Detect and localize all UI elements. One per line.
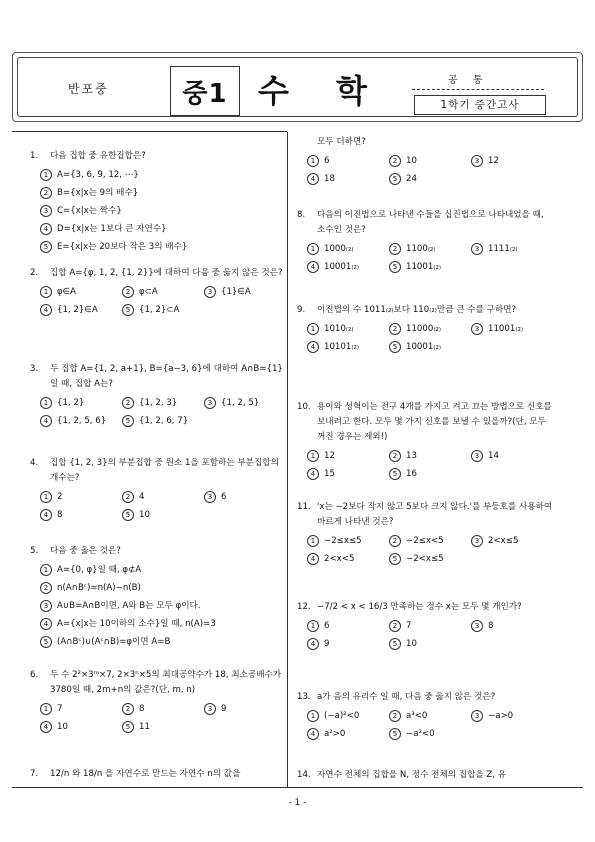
option-text: {1}∈A bbox=[221, 287, 251, 297]
option-number: 2 bbox=[122, 286, 134, 298]
option-text: −2≤x<5 bbox=[406, 536, 444, 546]
option-number: 1 bbox=[307, 155, 319, 167]
option-text: 6 bbox=[324, 156, 330, 166]
option-text: A={x|x는 10이하의 소수}일 때, n(A)=3 bbox=[57, 619, 216, 629]
option-number: 3 bbox=[471, 243, 483, 255]
header-dashed-line bbox=[412, 89, 544, 90]
question-7-continued: 모두 더하면? 1 6 2 10 3 12 4 18 5 24 bbox=[297, 135, 553, 187]
question-11: 11. 'x는 −2보다 작지 않고 5보다 크지 않다.'를 부등호를 사용하여 바르게 나타낸 것은? 1 −2≤x≤5 2 −2≤x<5 3 2<x≤5 4 2<x<5 5 −2<x≤5 bbox=[297, 500, 553, 567]
option-text: 11001₍₂₎ bbox=[406, 262, 442, 272]
option-text: 4 bbox=[139, 492, 145, 502]
option-text: 7 bbox=[406, 621, 412, 631]
answer-option bbox=[389, 534, 471, 549]
option-text: B={x|x는 9의 배수} bbox=[57, 188, 139, 198]
answer-option bbox=[40, 186, 286, 201]
question-5: 5. 다음 중 옳은 것은? 1 A={0, φ}일 때, φ⊄A 2 n(A∩Bᶜ)=n(A)−n(B) 3 A∪B=A∩B이면, A와 B는 모두 φ이다. 4 A={x|x는 10이하의 소수}일 때, n(A)=3 5 (A∩Bᶜ)∪(Aᶜ∩B)=φ이면 A=B bbox=[30, 544, 286, 650]
left-top-rule bbox=[12, 131, 287, 132]
option-number: 4 bbox=[307, 468, 319, 480]
question-12: 12. −7/2 < x < 16/3 만족하는 정수 x는 모두 몇 개인가? 1 6 2 7 3 8 4 9 5 10 bbox=[297, 600, 553, 652]
option-number: 2 bbox=[122, 397, 134, 409]
option-text: (−a)²<0 bbox=[324, 711, 360, 721]
option-number: 1 bbox=[40, 286, 52, 298]
answer-option bbox=[40, 599, 286, 614]
answer-option bbox=[307, 727, 389, 742]
answer-option bbox=[389, 340, 471, 355]
option-number: 1 bbox=[307, 710, 319, 722]
option-text: a³<0 bbox=[406, 711, 428, 721]
option-text: 10001₍₂₎ bbox=[406, 342, 442, 352]
option-number: 4 bbox=[307, 173, 319, 185]
answer-option bbox=[389, 637, 471, 652]
answer-option bbox=[389, 242, 471, 257]
answer-option bbox=[204, 396, 286, 411]
question-2: 2. 집합 A={φ, 1, 2, {1, 2}}에 대하여 다음 중 옳지 않은 것은? 1 φ∈A 2 φ⊂A 3 {1}∈A 4 {1, 2}∈A 5 {1, 2}⊂A bbox=[30, 266, 286, 318]
question-10: 10. 용이와 성혁이는 전구 4개를 가지고 켜고 끄는 방법으로 신호를 보내려고 한다. 모두 몇 가지 신호를 보낼 수 있을까?(단, 모두 꺼진 경우는 제외!) 1 12 2 13 3 14 4 15 5 16 bbox=[297, 400, 553, 482]
answer-option bbox=[204, 285, 286, 300]
option-number: 1 bbox=[40, 491, 52, 503]
option-text: C={x|x는 짝수} bbox=[57, 206, 122, 216]
answer-option bbox=[307, 340, 389, 355]
answer-option bbox=[307, 172, 389, 187]
option-number: 1 bbox=[307, 620, 319, 632]
option-text: 7 bbox=[57, 704, 63, 714]
answer-option bbox=[471, 619, 553, 634]
option-text: {1, 2}∈A bbox=[57, 305, 98, 315]
option-number: 4 bbox=[307, 341, 319, 353]
option-text: 14 bbox=[488, 451, 499, 461]
answer-option bbox=[307, 619, 389, 634]
option-text: 13 bbox=[406, 451, 417, 461]
option-text: 1111₍₂₎ bbox=[488, 244, 518, 254]
question-8: 8. 다음의 이진법으로 나타낸 수들을 십진법으로 나타내었을 때, 소수인 것은? 1 1000₍₂₎ 2 1100₍₂₎ 3 1111₍₂₎ 4 10001₍₂₎ 5 11001₍₂₎ bbox=[297, 208, 553, 275]
option-number: 5 bbox=[389, 728, 401, 740]
option-text: 10 bbox=[406, 639, 417, 649]
answer-option bbox=[40, 204, 286, 219]
option-number: 5 bbox=[389, 173, 401, 185]
option-text: 1000₍₂₎ bbox=[324, 244, 354, 254]
option-text: 15 bbox=[324, 469, 335, 479]
answer-option bbox=[471, 449, 553, 464]
answer-option bbox=[40, 581, 286, 596]
option-number: 1 bbox=[40, 703, 52, 715]
answer-option bbox=[389, 154, 471, 169]
option-number: 5 bbox=[389, 553, 401, 565]
answer-option bbox=[40, 563, 286, 578]
option-number: 1 bbox=[307, 323, 319, 335]
option-number: 5 bbox=[40, 241, 52, 253]
option-number: 1 bbox=[307, 535, 319, 547]
question-7: 7. 12/n 와 18/n 을 자연수로 만드는 자연수 n의 값을 bbox=[30, 769, 241, 779]
answer-option bbox=[471, 709, 553, 724]
option-number: 3 bbox=[204, 286, 216, 298]
option-number: 2 bbox=[122, 491, 134, 503]
option-number: 2 bbox=[389, 535, 401, 547]
answer-option bbox=[307, 534, 389, 549]
option-text: D={x|x는 1보다 큰 자연수} bbox=[57, 224, 167, 234]
answer-option bbox=[389, 260, 471, 275]
option-text: A∪B=A∩B이면, A와 B는 모두 φ이다. bbox=[57, 601, 201, 611]
option-number: 3 bbox=[204, 491, 216, 503]
option-number: 3 bbox=[471, 450, 483, 462]
option-text: {1, 2} bbox=[57, 398, 85, 408]
answer-option bbox=[40, 285, 122, 300]
option-number: 2 bbox=[389, 620, 401, 632]
option-text: {1, 2}⊂A bbox=[139, 305, 180, 315]
option-text: −a>0 bbox=[488, 711, 514, 721]
answer-option bbox=[471, 154, 553, 169]
option-number: 4 bbox=[40, 509, 52, 521]
answer-option bbox=[389, 552, 471, 567]
option-number: 1 bbox=[307, 450, 319, 462]
answer-option bbox=[307, 260, 389, 275]
answer-option bbox=[389, 727, 471, 742]
option-number: 5 bbox=[389, 341, 401, 353]
option-text: 8 bbox=[139, 704, 145, 714]
option-number: 2 bbox=[389, 243, 401, 255]
grade-label: 중1 bbox=[170, 66, 240, 116]
question-14: 14. 자연수 전체의 집합을 N, 정수 전체의 집합을 Z, 유 bbox=[297, 770, 507, 780]
option-text: 6 bbox=[221, 492, 227, 502]
school-name: 반포중 bbox=[68, 82, 109, 96]
answer-option bbox=[471, 322, 553, 337]
subject-title: 수 학 bbox=[258, 72, 385, 110]
option-number: 4 bbox=[40, 223, 52, 235]
answer-option bbox=[204, 702, 286, 717]
answer-option bbox=[40, 720, 122, 735]
option-text: 9 bbox=[221, 704, 227, 714]
option-text: 10 bbox=[139, 510, 150, 520]
option-text: 11 bbox=[139, 722, 150, 732]
answer-option bbox=[307, 322, 389, 337]
question-6: 6. 두 수 2²×3ᵐ×7, 2×3ⁿ×5의 최대공약수가 18, 최소공배수가 3780일 때, 2m+n의 값은?(단, m, n) 1 7 2 8 3 9 4 10 5 11 bbox=[30, 668, 286, 735]
answer-option bbox=[471, 242, 553, 257]
option-number: 2 bbox=[389, 710, 401, 722]
option-number: 3 bbox=[471, 620, 483, 632]
option-number: 2 bbox=[389, 155, 401, 167]
answer-option bbox=[471, 534, 553, 549]
option-text: 1010₍₂₎ bbox=[324, 324, 354, 334]
option-number: 5 bbox=[122, 304, 134, 316]
option-text: 11000₍₂₎ bbox=[406, 324, 442, 334]
option-number: 1 bbox=[40, 397, 52, 409]
answer-option bbox=[40, 396, 122, 411]
answer-option bbox=[122, 396, 204, 411]
option-number: 5 bbox=[122, 509, 134, 521]
option-text: 9 bbox=[324, 639, 330, 649]
answer-option bbox=[40, 702, 122, 717]
option-text: 16 bbox=[406, 469, 417, 479]
option-number: 3 bbox=[40, 205, 52, 217]
option-text: 10 bbox=[57, 722, 68, 732]
answer-option bbox=[307, 552, 389, 567]
exam-title: 1학기 중간고사 bbox=[414, 95, 546, 115]
option-number: 2 bbox=[40, 582, 52, 594]
answer-option bbox=[40, 414, 122, 429]
option-number: 5 bbox=[40, 636, 52, 648]
option-number: 4 bbox=[307, 553, 319, 565]
answer-option bbox=[40, 303, 122, 318]
answer-option bbox=[40, 240, 286, 255]
answer-option bbox=[389, 172, 471, 187]
answer-option bbox=[389, 449, 471, 464]
answer-option bbox=[389, 322, 471, 337]
answer-option bbox=[40, 508, 122, 523]
answer-option bbox=[307, 242, 389, 257]
option-number: 4 bbox=[40, 618, 52, 630]
option-number: 3 bbox=[204, 703, 216, 715]
option-text: 10001₍₂₎ bbox=[324, 262, 360, 272]
option-number: 3 bbox=[40, 600, 52, 612]
answer-option bbox=[122, 285, 204, 300]
option-text: 8 bbox=[488, 621, 494, 631]
option-text: a²>0 bbox=[324, 729, 346, 739]
option-text: A={0, φ}일 때, φ⊄A bbox=[57, 565, 142, 575]
answer-option bbox=[40, 490, 122, 505]
option-number: 3 bbox=[471, 710, 483, 722]
answer-option bbox=[122, 702, 204, 717]
answer-option bbox=[389, 467, 471, 482]
option-number: 4 bbox=[307, 728, 319, 740]
option-number: 5 bbox=[389, 261, 401, 273]
bottom-rule bbox=[12, 787, 583, 788]
option-number: 2 bbox=[122, 703, 134, 715]
answer-option bbox=[307, 709, 389, 724]
option-text: −a²<0 bbox=[406, 729, 435, 739]
option-text: 2<x≤5 bbox=[488, 536, 519, 546]
option-text: 10101₍₂₎ bbox=[324, 342, 360, 352]
option-number: 5 bbox=[122, 415, 134, 427]
option-text: −2<x≤5 bbox=[406, 554, 444, 564]
answer-option bbox=[307, 467, 389, 482]
option-number: 1 bbox=[307, 243, 319, 255]
option-text: φ∈A bbox=[57, 287, 77, 297]
option-text: {1, 2, 6, 7} bbox=[139, 416, 189, 426]
option-text: 11001₍₂₎ bbox=[488, 324, 524, 334]
question-13: 13. a가 음의 유리수 일 때, 다음 중 옳지 않은 것은? 1 (−a)²<0 2 a³<0 3 −a>0 4 a²>0 5 −a²<0 bbox=[297, 690, 553, 742]
option-text: E={x|x는 20보다 작은 3의 배수} bbox=[57, 242, 188, 252]
answer-option bbox=[40, 617, 286, 632]
option-number: 2 bbox=[389, 323, 401, 335]
option-text: −2≤x≤5 bbox=[324, 536, 362, 546]
answer-option bbox=[307, 449, 389, 464]
option-text: {1, 2, 5, 6} bbox=[57, 416, 107, 426]
option-number: 2 bbox=[389, 450, 401, 462]
option-text: 2 bbox=[57, 492, 63, 502]
answer-option bbox=[307, 637, 389, 652]
answer-option bbox=[40, 635, 286, 650]
option-text: 18 bbox=[324, 174, 335, 184]
option-number: 5 bbox=[122, 721, 134, 733]
option-text: n(A∩Bᶜ)=n(A)−n(B) bbox=[57, 583, 141, 593]
option-text: 12 bbox=[324, 451, 335, 461]
answer-option bbox=[40, 222, 286, 237]
answer-option bbox=[307, 154, 389, 169]
page-number: - 1 - bbox=[288, 798, 307, 808]
answer-option bbox=[122, 303, 204, 318]
common-label: 공 통 bbox=[448, 75, 489, 86]
answer-option bbox=[389, 619, 471, 634]
option-text: 2<x<5 bbox=[324, 554, 355, 564]
option-number: 3 bbox=[204, 397, 216, 409]
option-number: 3 bbox=[471, 323, 483, 335]
option-number: 4 bbox=[40, 415, 52, 427]
question-1: 1. 다음 집합 중 유한집합은? 1 A={3, 6, 9, 12, ⋯} 2 B={x|x는 9의 배수} 3 C={x|x는 짝수} 4 D={x|x는 1보다 큰 자연수} 5 E={x|x는 20보다 작은 3의 배수} bbox=[30, 149, 286, 255]
option-number: 3 bbox=[471, 535, 483, 547]
option-text: 12 bbox=[488, 156, 499, 166]
option-number: 5 bbox=[389, 468, 401, 480]
answer-option bbox=[122, 490, 204, 505]
option-number: 5 bbox=[389, 638, 401, 650]
option-number: 4 bbox=[40, 721, 52, 733]
option-text: 10 bbox=[406, 156, 417, 166]
option-text: {1, 2, 3} bbox=[139, 398, 178, 408]
option-text: 1100₍₂₎ bbox=[406, 244, 436, 254]
option-text: (A∩Bᶜ)∪(Aᶜ∩B)=φ이면 A=B bbox=[57, 637, 171, 647]
question-3: 3. 두 집합 A={1, 2, a+1}, B={a−3, 6}에 대하여 A∩B={1}일 때, 집합 A는? 1 {1, 2} 2 {1, 2, 3} 3 {1, 2, 5} 4 {1, 2, 5, 6} 5 {1, 2, 6, 7} bbox=[30, 362, 286, 429]
option-text: 8 bbox=[57, 510, 63, 520]
option-text: {1, 2, 5} bbox=[221, 398, 260, 408]
option-number: 4 bbox=[40, 304, 52, 316]
answer-option bbox=[389, 709, 471, 724]
question-9: 9. 이진법의 수 1011₍₂₎보다 110₍₂₎만큼 큰 수를 구하면? 1 1010₍₂₎ 2 11000₍₂₎ 3 11001₍₂₎ 4 10101₍₂₎ 5 10001₍₂₎ bbox=[297, 303, 553, 355]
answer-option bbox=[40, 168, 286, 183]
option-text: 24 bbox=[406, 174, 417, 184]
option-text: φ⊂A bbox=[139, 287, 158, 297]
answer-option bbox=[122, 414, 204, 429]
answer-option bbox=[122, 508, 204, 523]
column-divider bbox=[287, 132, 288, 787]
option-text: 6 bbox=[324, 621, 330, 631]
answer-option bbox=[122, 720, 204, 735]
option-number: 2 bbox=[40, 187, 52, 199]
question-4: 4. 집합 {1, 2, 3}의 부분집합 중 원소 1을 포함하는 부분집합의 개수는? 1 2 2 4 3 6 4 8 5 10 bbox=[30, 456, 286, 523]
option-text: A={3, 6, 9, 12, ⋯} bbox=[57, 170, 139, 180]
option-number: 4 bbox=[307, 261, 319, 273]
option-number: 1 bbox=[40, 169, 52, 181]
option-number: 4 bbox=[307, 638, 319, 650]
option-number: 3 bbox=[471, 155, 483, 167]
option-number: 1 bbox=[40, 564, 52, 576]
answer-option bbox=[204, 490, 286, 505]
